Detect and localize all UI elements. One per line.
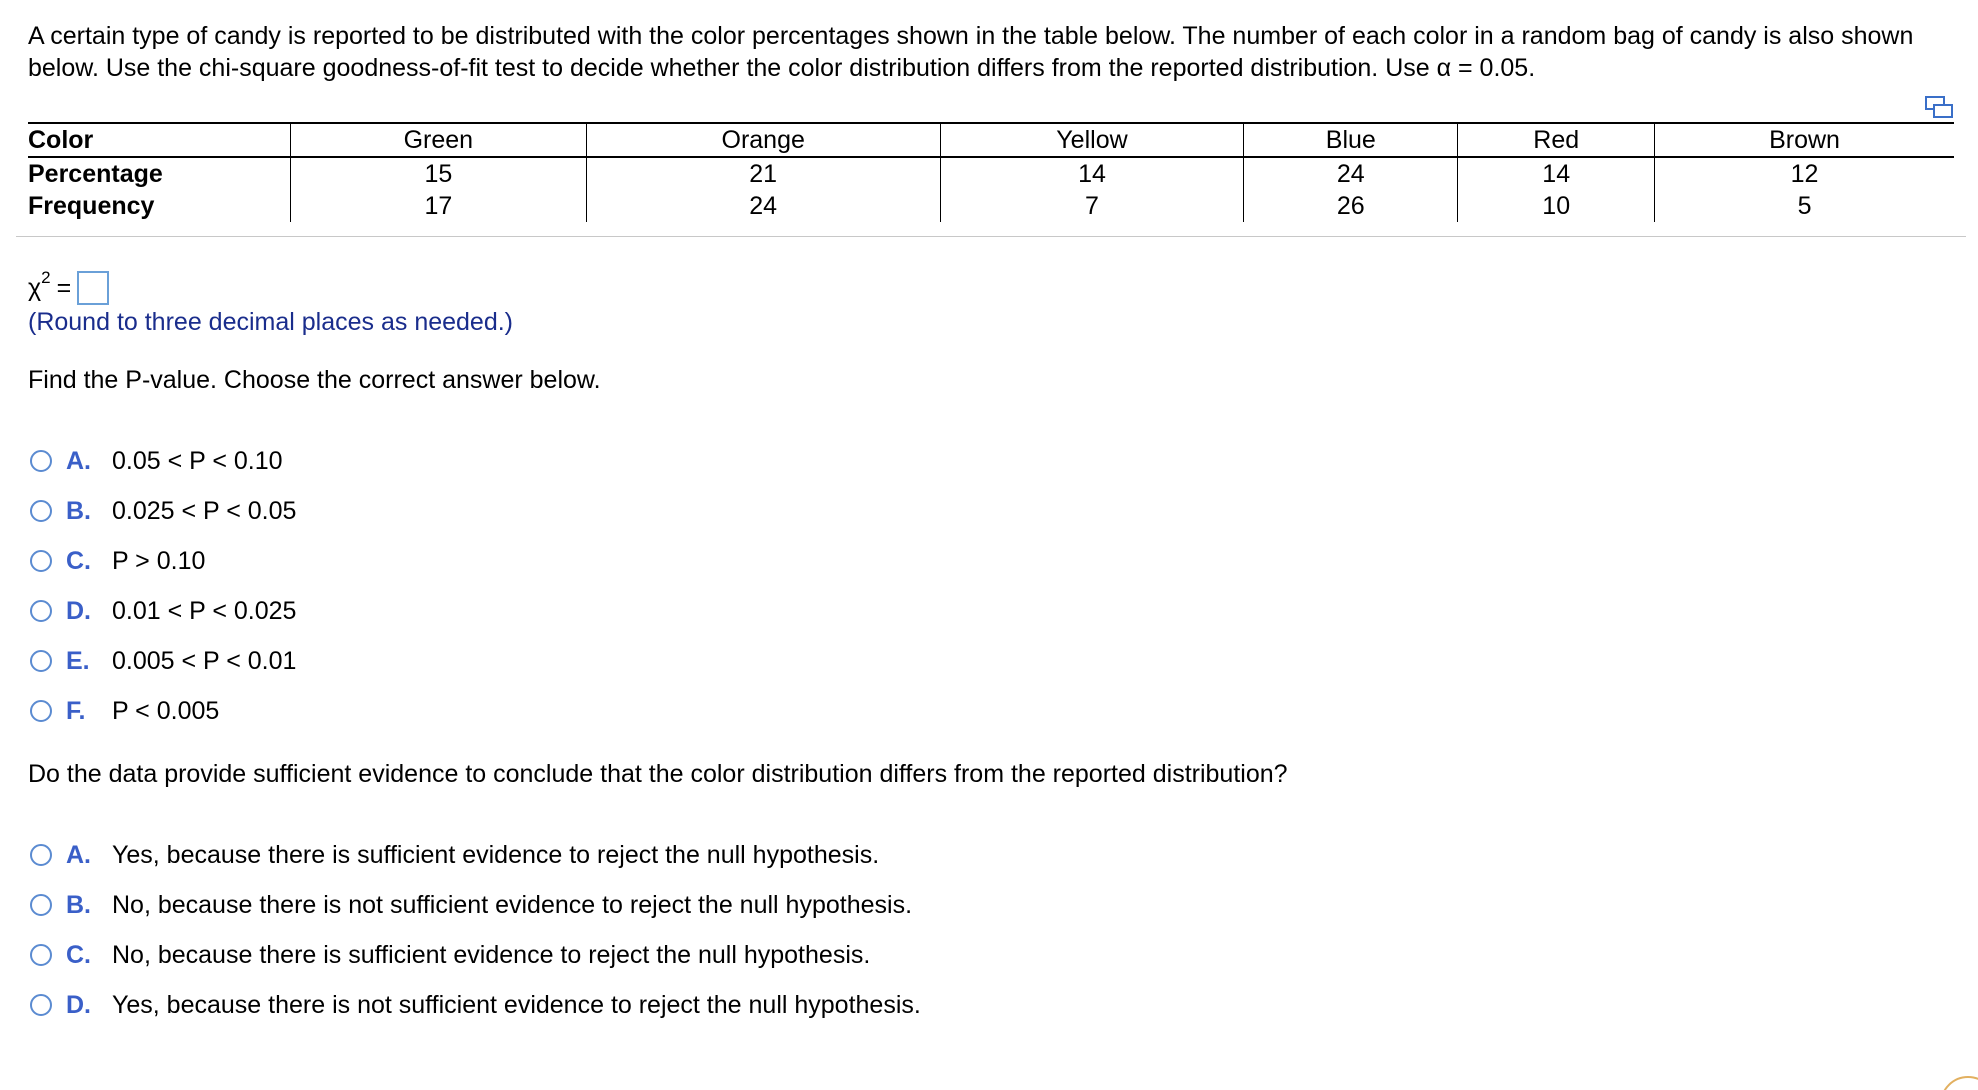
- option-letter: E.: [66, 646, 90, 675]
- frequency-cell: 26: [1244, 190, 1458, 222]
- header-color-cell: Brown: [1655, 123, 1954, 157]
- rounding-instruction: (Round to three decimal places as needed.): [28, 308, 514, 336]
- option-text: No, because there is not sufficient evidence to reject the null hypothesis.: [112, 890, 913, 919]
- option-letter: A.: [66, 446, 91, 475]
- option-letter: B.: [66, 890, 91, 919]
- conclusion-option-c[interactable]: [30, 930, 921, 980]
- percentage-cell: 14: [1458, 157, 1655, 190]
- frequency-cell: 10: [1458, 190, 1655, 222]
- option-text: P > 0.10: [112, 546, 206, 575]
- header-color-cell: Red: [1458, 123, 1655, 157]
- p-value-prompt: Find the P-value. Choose the correct answer below.: [28, 366, 601, 394]
- conclusion-option-a[interactable]: [30, 830, 921, 880]
- radio-button-icon[interactable]: [30, 994, 52, 1016]
- option-text: Yes, because there is not sufficient evidence to reject the null hypothesis.: [112, 990, 921, 1019]
- problem-statement: A certain type of candy is reported to be distributed with the color percentages shown in the table below. The number of each color in a random bag of candy is also shown below. Use the chi-square goodness-of-fit test to decide whether the color distribution differs from the reported distribution. Use α = 0.05.: [28, 22, 1914, 82]
- radio-button-icon[interactable]: [30, 700, 52, 722]
- help-badge-icon[interactable]: [1940, 1076, 1978, 1090]
- conclusion-options: [30, 830, 921, 1030]
- percentage-cell: 12: [1655, 157, 1954, 190]
- radio-button-icon[interactable]: [30, 500, 52, 522]
- option-text: 0.01 < P < 0.025: [112, 596, 297, 625]
- radio-button-icon[interactable]: [30, 650, 52, 672]
- chi-equals: =: [56, 273, 72, 302]
- percentage-label: Percentage: [28, 160, 163, 188]
- radio-button-icon[interactable]: [30, 450, 52, 472]
- frequency-cell: 17: [291, 190, 587, 222]
- percentage-cell: 14: [940, 157, 1244, 190]
- option-letter: D.: [66, 990, 91, 1019]
- frequency-label: Frequency: [28, 192, 155, 220]
- radio-button-icon[interactable]: [30, 550, 52, 572]
- option-text: No, because there is sufficient evidence to reject the null hypothesis.: [112, 940, 871, 969]
- frequency-cell: 7: [940, 190, 1244, 222]
- frequency-row: [28, 190, 1954, 222]
- conclusion-option-d[interactable]: [30, 980, 921, 1030]
- radio-button-icon[interactable]: [30, 844, 52, 866]
- radio-button-icon[interactable]: [30, 894, 52, 916]
- p-value-option-b[interactable]: [30, 486, 296, 536]
- color-distribution-table: [28, 122, 1954, 222]
- option-text: 0.025 < P < 0.05: [112, 496, 297, 525]
- option-letter: D.: [66, 596, 91, 625]
- option-letter: F.: [66, 696, 86, 725]
- p-value-option-a[interactable]: [30, 436, 296, 486]
- option-text: P < 0.005: [112, 696, 220, 725]
- copy-table-icon[interactable]: [1924, 94, 1954, 120]
- header-color-cell: Blue: [1244, 123, 1458, 157]
- conclusion-prompt: Do the data provide sufficient evidence to conclude that the color distribution differs from the reported distribution?: [28, 760, 1288, 788]
- p-value-option-c[interactable]: [30, 536, 296, 586]
- option-letter: C.: [66, 546, 91, 575]
- option-letter: A.: [66, 840, 91, 869]
- header-color-cell: Green: [291, 123, 587, 157]
- header-color-cell: Yellow: [940, 123, 1244, 157]
- p-value-option-d[interactable]: [30, 586, 296, 636]
- p-value-option-e[interactable]: [30, 636, 296, 686]
- percentage-cell: 24: [1244, 157, 1458, 190]
- percentage-row: [28, 157, 1954, 190]
- conclusion-option-b[interactable]: [30, 880, 921, 930]
- chi-exponent: 2: [41, 268, 51, 287]
- table-header-row: [28, 123, 1954, 157]
- chi-symbol: χ: [28, 273, 42, 302]
- section-divider: [16, 236, 1966, 237]
- header-color-cell: Orange: [586, 123, 940, 157]
- option-letter: B.: [66, 496, 91, 525]
- chi-square-answer-row: [28, 268, 109, 308]
- percentage-cell: 21: [586, 157, 940, 190]
- header-color-label: Color: [28, 126, 94, 154]
- frequency-cell: 24: [586, 190, 940, 222]
- p-value-option-f[interactable]: [30, 686, 296, 736]
- option-text: 0.05 < P < 0.10: [112, 446, 283, 475]
- radio-button-icon[interactable]: [30, 944, 52, 966]
- option-text: Yes, because there is sufficient evidence to reject the null hypothesis.: [112, 840, 880, 869]
- chi-square-input[interactable]: [77, 271, 109, 305]
- frequency-cell: 5: [1655, 190, 1954, 222]
- radio-button-icon[interactable]: [30, 600, 52, 622]
- option-letter: C.: [66, 940, 91, 969]
- p-value-options: [30, 436, 296, 736]
- percentage-cell: 15: [291, 157, 587, 190]
- option-text: 0.005 < P < 0.01: [112, 646, 297, 675]
